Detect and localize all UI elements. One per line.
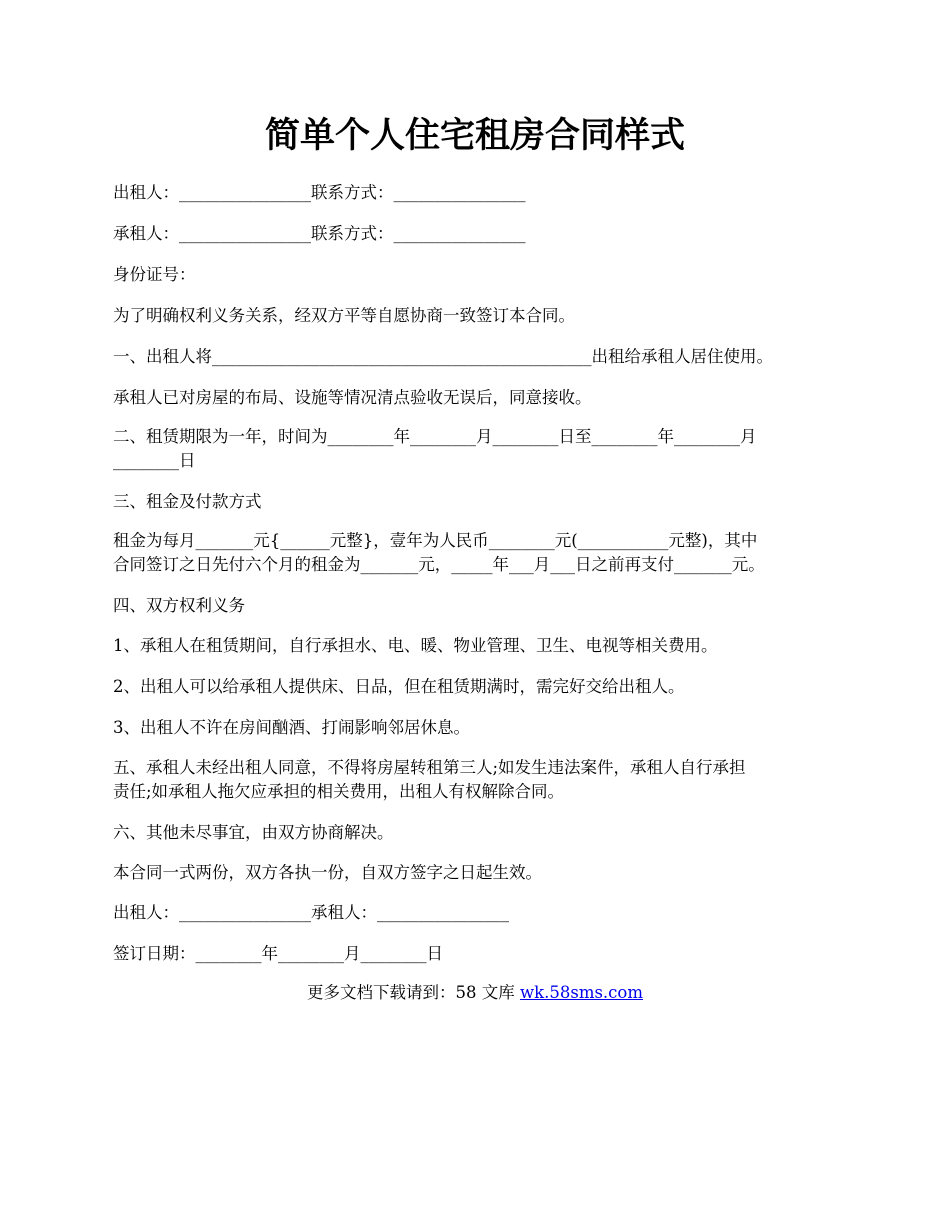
clause-2-line-2: ________日 [113, 451, 196, 470]
footer-text: 更多文档下载请到：58 文库 [306, 983, 520, 1002]
clause-4-item-2: 2、出租人可以给承租人提供床、日品，但在租赁期满时，需完好交给出租人。 [113, 677, 685, 696]
clause-3-title: 三、租金及付款方式 [113, 492, 262, 511]
clause-1-acceptance: 承租人已对房屋的布局、设施等情况清点验收无误后，同意接收。 [113, 388, 592, 407]
intro-paragraph: 为了明确权利义务关系，经双方平等自愿协商一致签订本合同。 [113, 306, 575, 325]
clause-5-line-1: 五、承租人未经出租人同意，不得将房屋转租第三人;如发生违法案件，承租人自行承担 [113, 758, 746, 777]
footer-link[interactable]: wk.58sms.com [519, 983, 643, 1002]
document-title: 简单个人住宅租房合同样式 [264, 115, 685, 156]
lessee-contact-line: 承租人：________________联系方式：________________ [113, 224, 526, 243]
clause-4-item-1: 1、承租人在租赁期间，自行承担水、电、暖、物业管理、卫生、电视等相关费用。 [113, 636, 718, 655]
signatures-line: 出租人：________________承租人：________________ [113, 903, 509, 922]
clause-3-line-2: 合同签订之日先付六个月的租金为_______元，_____年___月___日之前再支付_______元。 [113, 555, 765, 574]
clause-2-line-1: 二、租赁期限为一年，时间为________年________月________日至________年________月 [113, 427, 757, 446]
clause-4-item-3: 3、出租人不许在房间酗酒、打闹影响邻居休息。 [113, 718, 470, 737]
clause-4-title: 四、双方权利义务 [113, 596, 245, 615]
lessor-contact-line: 出租人：________________联系方式：________________ [113, 183, 526, 202]
clause-5-line-2: 责任;如承租人拖欠应承担的相关费用，出租人有权解除合同。 [113, 782, 565, 801]
sign-date-line: 签订日期：________年________月________日 [113, 944, 443, 963]
effect-paragraph: 本合同一式两份，双方各执一份，自双方签字之日起生效。 [113, 863, 542, 882]
footer [0, 981, 950, 1005]
id-number-line: 身份证号： [113, 265, 196, 284]
clause-3-line-1: 租金为每月_______元{______元整}，壹年为人民币________元(___________元整)，其中 [113, 531, 758, 550]
clause-6: 六、其他未尽事宜，由双方协商解决。 [113, 823, 394, 842]
clause-1: 一、出租人将______________________________________________出租给承租人居住使用。 [113, 347, 773, 366]
